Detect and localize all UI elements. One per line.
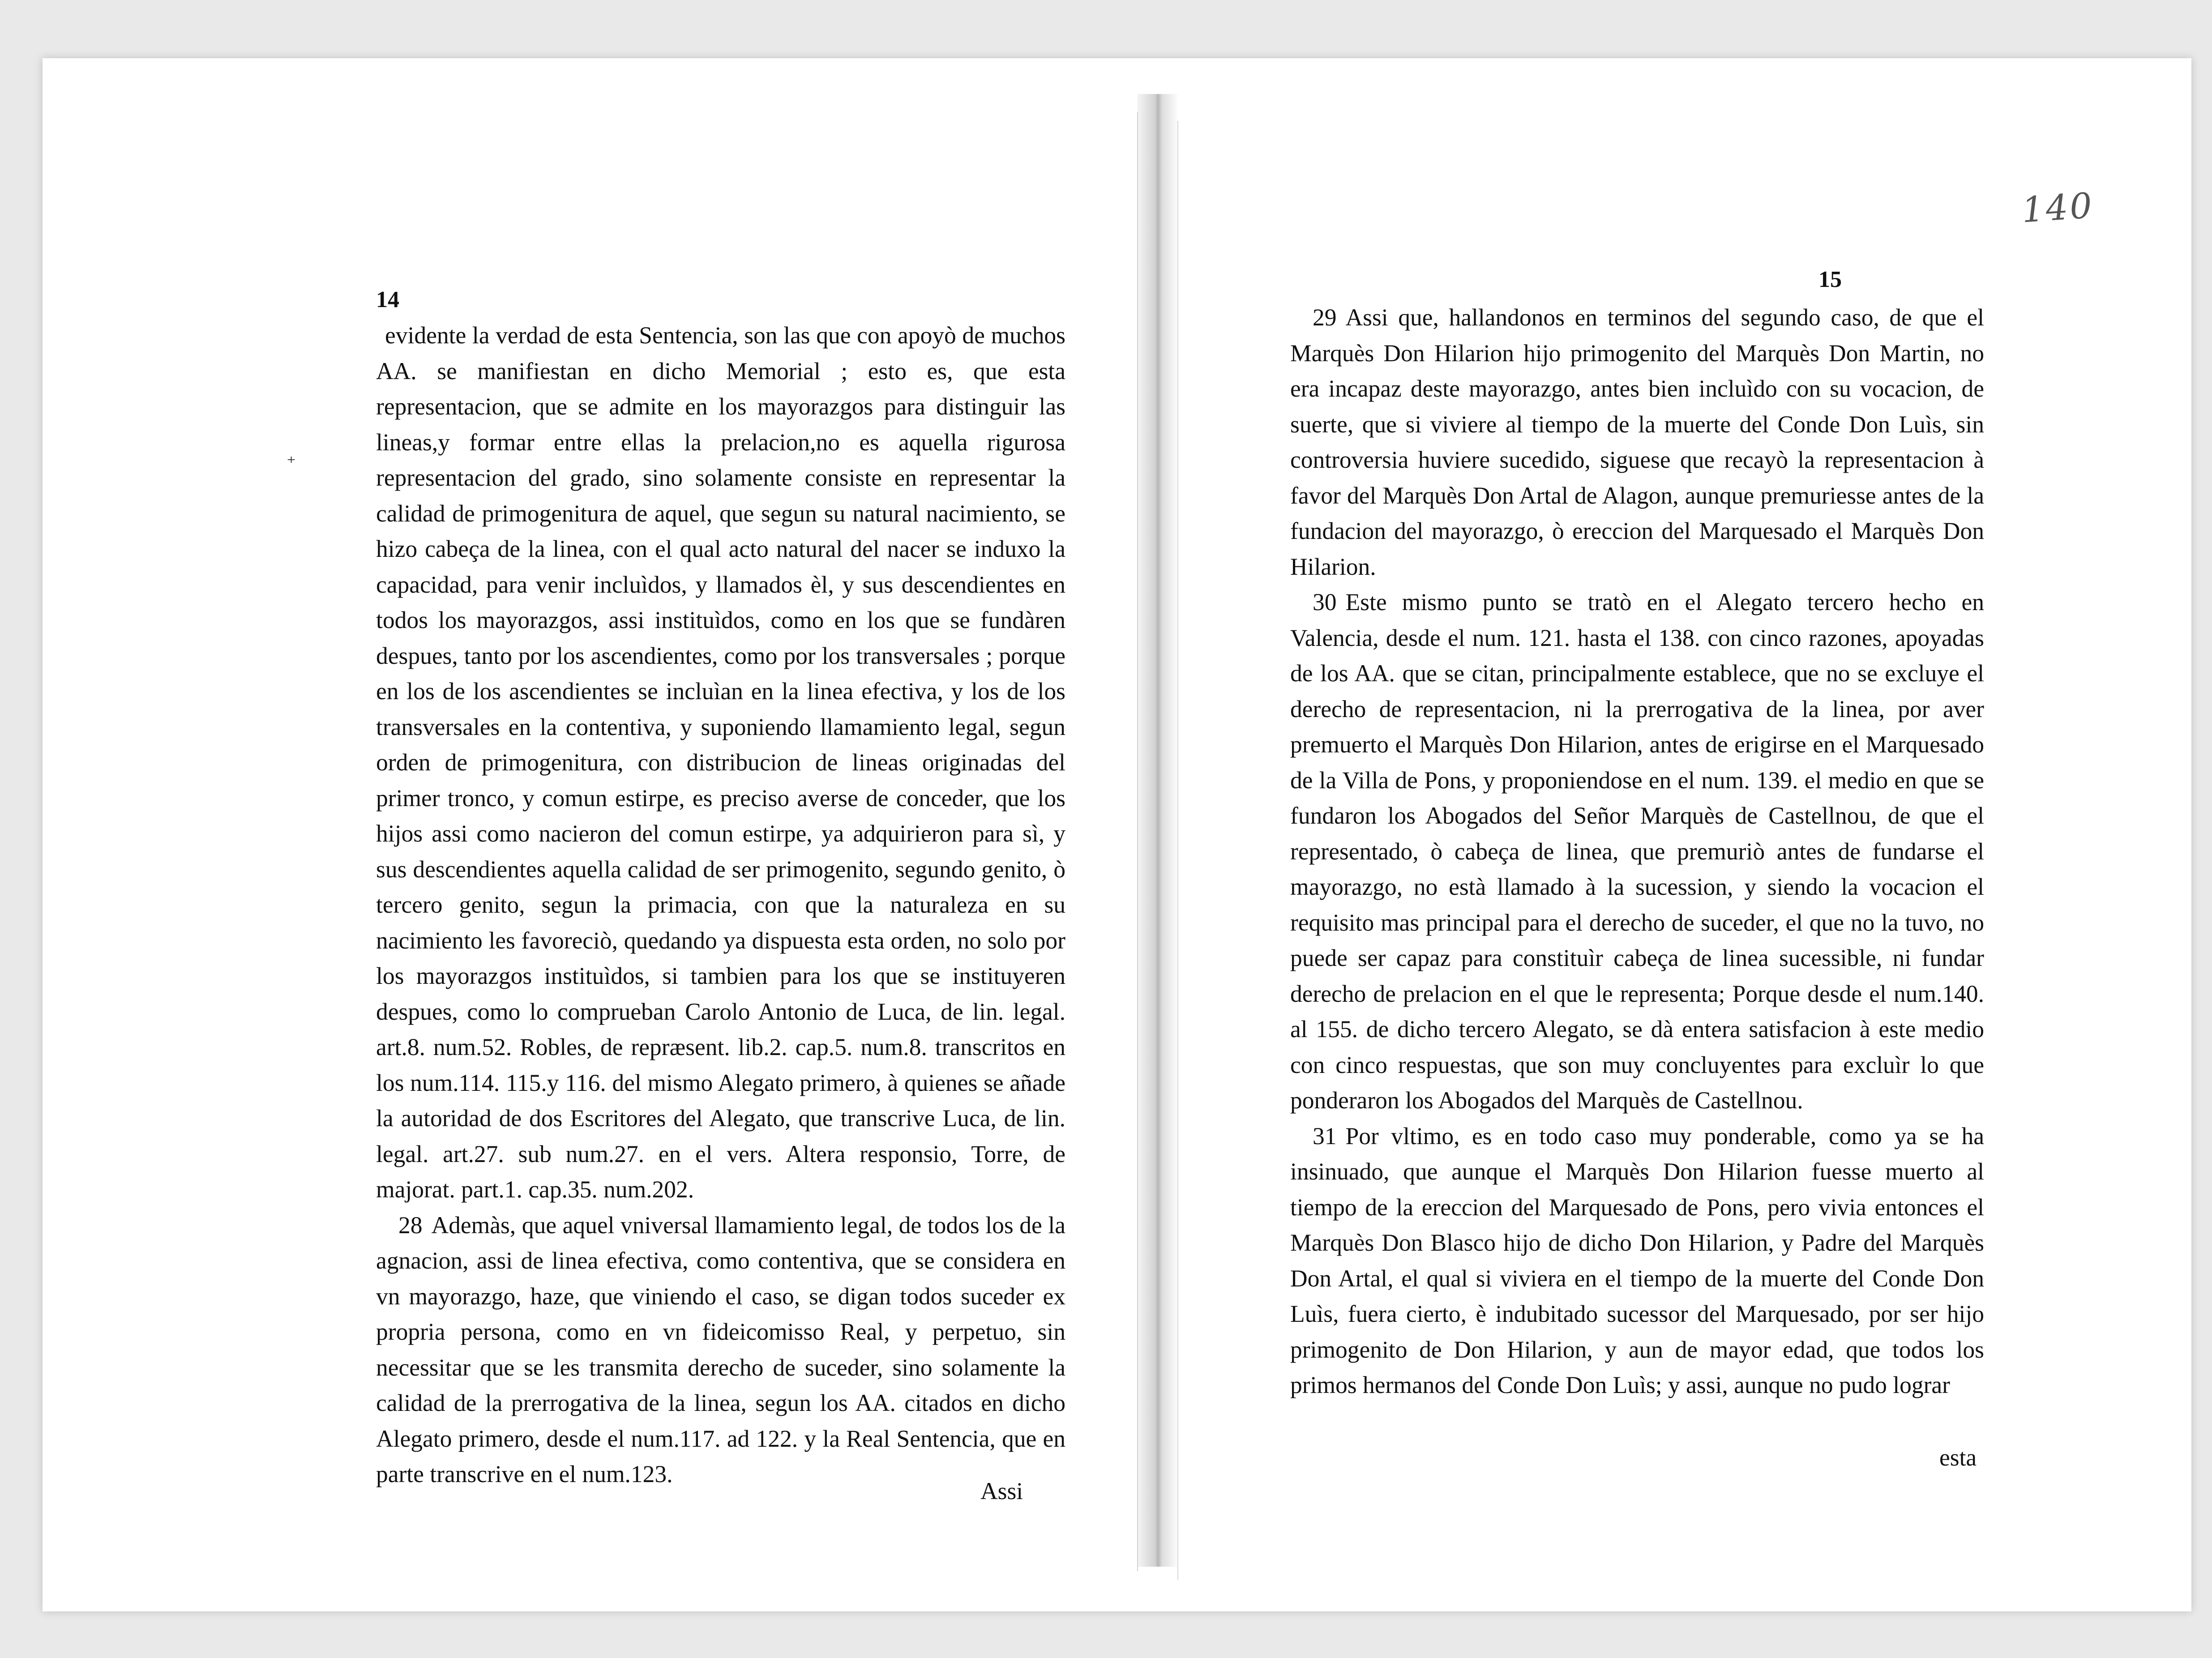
- page-number: 15: [1818, 267, 1842, 292]
- paragraph: [1290, 300, 1984, 585]
- paragraph: [1290, 585, 1984, 1119]
- paragraph-number: 30: [1313, 589, 1337, 615]
- manuscript-folio-number: 140: [2020, 185, 2095, 231]
- paragraph-number: 29: [1313, 304, 1337, 331]
- paragraph-text: Ademàs, que aquel vniversal llamamiento legal, de todos los de la agnacion, assi de linea efectiva, como contentiva, que se considera en vn mayorazgo, haze, que viniendo el caso, se digan todos suceder ex propria persona, como en vn fideicomisso Real, y perpetuo, sin necessitar que se les transmita derecho de suceder, sino solamente la calidad de la prerrogativa de la linea, segun los AA. citados en dicho Alegato primero, desde el num.117. ad 122. y la Real Sentencia, que en parte transcrive en el num.123.: [376, 1211, 1065, 1487]
- paragraph-number: 28: [398, 1211, 423, 1239]
- book-gutter: [1137, 94, 1177, 1567]
- margin-mark: ⁺: [287, 453, 296, 473]
- paragraph-text: Assi que, hallandonos en terminos del segundo caso, de que el Marquès Don Hilarion hijo primogenito del Marquès Don Martin, no era incapaz deste mayorazgo, antes bien incluìdo con su vocacion, de suerte, que si viviere al tiempo de la muerte del Conde Don Luìs, sin controversia huviere sucedido, siguese que recayò la representacion à favor del Marquès Don Artal de Alagon, aunque premuriesse antes de la fundacion del mayorazgo, ò ereccion del Marquesado el Marquès Don Hilarion.: [1290, 304, 1984, 580]
- left-page: [98, 112, 1138, 1571]
- catchword: esta: [1939, 1444, 1977, 1471]
- catchword: Assi: [980, 1478, 1023, 1504]
- paragraph-text: Este mismo punto se tratò en el Alegato tercero hecho en Valencia, desde el num. 121. hasta el 138. con cinco razones, apoyadas de los AA. que se citan, principalmente establece, que no se excluye el derecho de representacion, ni la prerrogativa de la linea, por aver premuerto el Marquès Don Hilarion, antes de erigirse en el Marquesado de la Villa de Pons, y proponiendose en el num. 139. el medio en que se fundaron los Abogados del Señor Marquès de Castellnou, de que el representado, ò cabeça de linea, que premuriò antes de fundarse el mayorazgo, no està llamado à la sucession, y siendo la vocacion el requisito mas principal para el derecho de suceder, el que no la tuvo, no puede ser capaz para constituìr cabeça de linea sucessible, ni fundar derecho de prelacion en el que le representa; Porque desde el num.140. al 155. de dicho tercero Alegato, se dà entera satisfacion à este medio con cinco respuestas, que son muy concluyentes para excluìr lo que ponderaron los Abogados del Marquès de Castellnou.: [1290, 589, 1984, 1114]
- paragraph-number: 31: [1313, 1122, 1337, 1149]
- page-number: 14: [376, 287, 399, 312]
- paragraph: [376, 1208, 1065, 1492]
- paragraph: [376, 318, 1065, 1208]
- paragraph: [1290, 1119, 1984, 1403]
- page-text: [376, 318, 1065, 1492]
- book-spread: [43, 58, 2191, 1611]
- page-text: [1290, 300, 1984, 1403]
- paragraph-text: Por vltimo, es en todo caso muy ponderable, como ya se ha insinuado, que aunque el Marquès Don Hilarion fuesse muerto al tiempo de la ereccion del Marquesado de Pons, pero vivia entonces el Marquès Don Blasco hijo de dicho Don Hilarion, y Padre del Marquès Don Artal, el qual si viviera en el tiempo de la muerte del Conde Don Luìs, fuera cierto, è indubitado sucessor del Marquesado, por ser hijo primogenito de Don Hilarion, y aun de mayor edad, que todos los primos hermanos del Conde Don Luìs; y assi, aunque no pudo lograr: [1290, 1122, 1984, 1398]
- paragraph-text: evidente la verdad de esta Sentencia, son las que con apoyò de muchos AA. se manifiestan en dicho Memorial ; esto es, que esta representacion, que se admite en los mayorazgos para distinguir las lineas,y formar entre ellas la prelacion,no es aquella rigurosa representacion del grado, sino solamente consiste en representar la calidad de primogenitura de aquel, que segun su natural nacimiento, se hizo cabeça de la linea, con el qual acto natural del nacer se induxo la capacidad, para venir incluìdos, y llamados èl, y sus descendientes en todos los mayorazgos, assi instituìdos, como en los que se fundàren despues, tanto por los ascendientes, como por los transversales ; porque en los de los ascendientes se incluìan en la linea efectiva, y los de los transversales en la contentiva, y suponiendo llamamiento legal, segun orden de primogenitura, con distribucion de lineas originadas del primer tronco, y comun estirpe, es preciso averse de conceder, que los hijos assi como nacieron del comun estirpe, ya adquirieron para sì, y sus descendientes aquella calidad de ser primogenito, segundo genito, ò tercero genito, segun la primacia, con que la naturaleza en su nacimiento les favoreciò, quedando ya dispuesta esta orden, no solo por los mayorazgos instituìdos, si tambien para los que se instituyeren despues, como lo comprueban Carolo Antonio de Luca, de lin. legal. art.8. num.52. Robles, de repræsent. lib.2. cap.5. num.8. transcritos en los num.114. 115.y 116. del mismo Alegato primero, à quienes se añade la autoridad de dos Escritores del Alegato, que transcrive Luca, de lin. legal. art.27. sub num.27. en el vers. Altera responsio, Torre, de majorat. part.1. cap.35. num.202.: [376, 322, 1065, 1203]
- right-page: [1177, 121, 2181, 1580]
